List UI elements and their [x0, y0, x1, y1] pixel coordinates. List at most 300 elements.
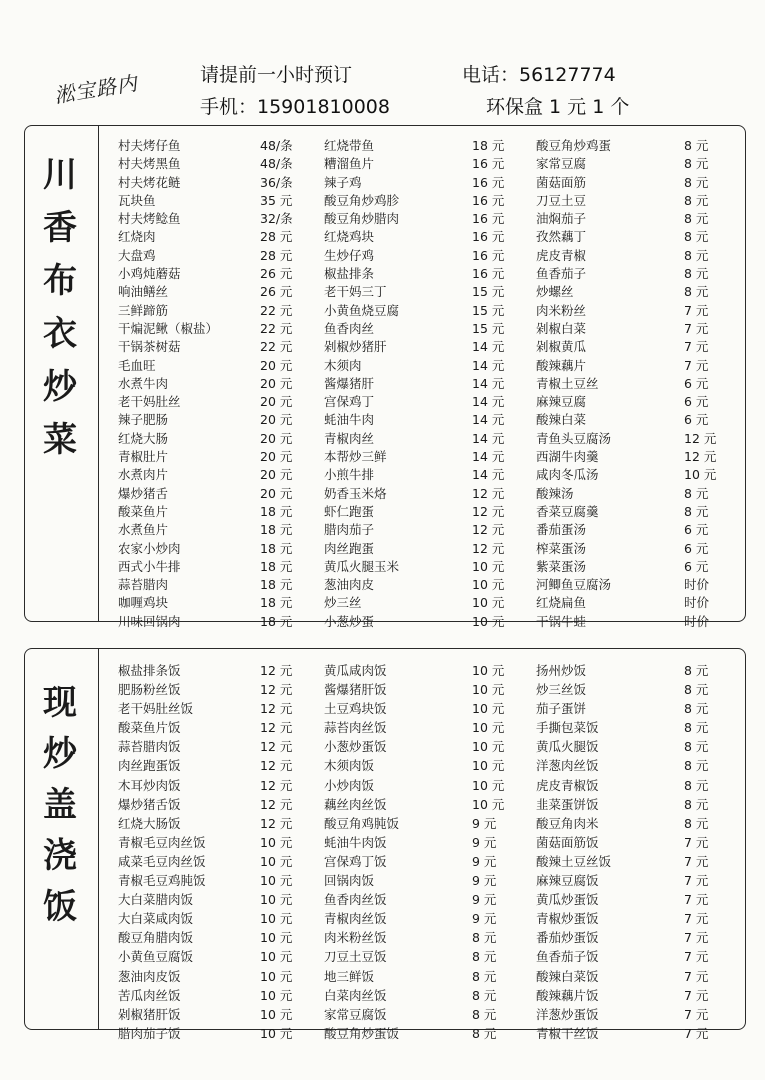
dish-price: 20 元: [260, 375, 293, 391]
dish-price: 16 元: [472, 211, 505, 227]
dish-name: 酸辣汤: [536, 485, 574, 501]
dish-price: 8 元: [472, 930, 497, 946]
dish-name: 洋葱肉丝饭: [536, 758, 599, 774]
dish-name: 鱼香肉丝饭: [324, 892, 387, 908]
dish-price: 10 元: [472, 613, 505, 629]
dish-name: 鱼香肉丝: [324, 320, 375, 336]
dish-price: 18 元: [260, 540, 293, 556]
dish-name: 剁椒白菜: [536, 320, 587, 336]
dish-name: 酱爆猪肝饭: [324, 682, 387, 698]
dish-name: 水煮肉片: [118, 467, 169, 483]
dish-name: 榨菜蛋汤: [536, 540, 587, 556]
dish-price: 9 元: [472, 911, 497, 927]
dish-price: 16 元: [472, 247, 505, 263]
dish-price: 12 元: [684, 449, 717, 465]
dish-price: 18 元: [260, 522, 293, 538]
dish-price: 10 元: [472, 796, 505, 812]
dish-price: 8 元: [684, 266, 709, 282]
title-char: 饭: [43, 887, 77, 927]
dish-price: 14 元: [472, 412, 505, 428]
dish-name: 地三鲜饭: [324, 968, 375, 984]
dish-name: 黄瓜炒蛋饭: [536, 892, 599, 908]
title-char: 菜: [43, 420, 77, 460]
dish-name: 肉丝跑蛋: [324, 540, 375, 556]
dish-name: 干煸泥鳅（椒盐）: [118, 320, 219, 336]
dish-price: 10 元: [260, 911, 293, 927]
dish-name: 肉丝跑蛋饭: [118, 758, 181, 774]
dish-name: 西湖牛肉羹: [536, 449, 599, 465]
dish-name: 回锅肉饭: [324, 873, 375, 889]
dish-price: 20 元: [260, 430, 293, 446]
dish-name: 青鱼头豆腐汤: [536, 430, 612, 446]
dish-name: 老干妈肚丝: [118, 394, 181, 410]
dish-name: 宫保鸡丁饭: [324, 853, 387, 869]
dish-name: 刀豆土豆: [536, 192, 587, 208]
dish-name: 爆炒猪舌饭: [118, 796, 181, 812]
dish-price: 12 元: [260, 701, 293, 717]
dish-name: 瓦块鱼: [118, 192, 156, 208]
dish-price: 18 元: [472, 138, 505, 153]
dish-name: 黄瓜火腿玉米: [324, 558, 400, 574]
dish-price: 20 元: [260, 467, 293, 483]
title-char: 炒: [43, 367, 77, 407]
dish-price: 8 元: [472, 968, 497, 984]
dish-name: 油焖茄子: [536, 211, 587, 227]
dish-name: 西式小牛排: [118, 558, 181, 574]
dish-price: 8 元: [684, 796, 709, 812]
dish-price: 20 元: [260, 357, 293, 373]
dish-price: 10 元: [260, 968, 293, 984]
dish-name: 蒜苔腊肉: [118, 577, 169, 593]
dish-name: 酸豆角肉米: [536, 815, 599, 831]
dish-price: 36/条: [260, 174, 293, 190]
dish-name: 剁椒炒猪肝: [324, 339, 387, 355]
dish-name: 红烧肉: [118, 229, 156, 245]
dish-name: 香菜豆腐羹: [536, 503, 599, 519]
title-char: 现: [43, 683, 77, 723]
dish-price: 7 元: [684, 911, 709, 927]
dish-name: 村夫烤黑鱼: [118, 156, 181, 172]
dish-name: 小葱炒蛋饭: [324, 739, 387, 755]
dish-price: 7 元: [684, 320, 709, 336]
dish-price: 6 元: [684, 522, 709, 538]
dish-price: 10 元: [472, 558, 505, 574]
title-char: 浇: [43, 836, 77, 876]
dish-name: 蒜苔腊肉饭: [118, 739, 181, 755]
dish-price: 6 元: [684, 558, 709, 574]
dish-name: 大盘鸡: [118, 247, 156, 263]
dish-price: 9 元: [472, 892, 497, 908]
dish-price: 8 元: [684, 663, 709, 678]
dish-name: 川味回锅肉: [118, 613, 181, 629]
dish-name: 酸菜鱼片: [118, 503, 169, 519]
dish-price: 8 元: [684, 229, 709, 245]
dish-name: 村夫烤鲶鱼: [118, 211, 181, 227]
dish-name: 村夫烤花鲢: [118, 174, 181, 190]
dish-name: 老干妈肚丝饭: [118, 701, 194, 717]
dish-price: 15 元: [472, 320, 505, 336]
dish-price: 10 元: [472, 577, 505, 593]
dish-name: 肉米粉丝: [536, 302, 587, 318]
dish-price: 12 元: [260, 777, 293, 793]
dish-name: 青椒土豆丝: [536, 375, 599, 391]
dish-name: 土豆鸡块饭: [324, 701, 387, 717]
dish-name: 剁椒猪肝饭: [118, 1006, 181, 1022]
dish-name: 菌菇面筋: [536, 174, 587, 190]
dish-name: 葱油肉皮饭: [118, 968, 181, 984]
dish-price: 8 元: [472, 1006, 497, 1022]
section-title-rice-bowls: [30, 683, 90, 927]
dish-price: 12 元: [260, 739, 293, 755]
dish-name: 青椒毛豆鸡肫饭: [118, 873, 206, 889]
dish-name: 虎皮青椒饭: [536, 777, 599, 793]
dish-name: 家常豆腐饭: [324, 1006, 387, 1022]
dish-name: 炒螺丝: [536, 284, 574, 300]
dish-name: 爆炒猪舌: [118, 485, 169, 501]
dish-price: 7 元: [684, 1006, 709, 1022]
dish-price: 32/条: [260, 211, 293, 227]
dish-price: 时价: [684, 613, 710, 629]
dish-price: 6 元: [684, 375, 709, 391]
box-fee-note: 环保盒 1 元 1 个: [486, 96, 630, 118]
dish-price: 12 元: [260, 720, 293, 736]
dish-name: 红烧鸡块: [324, 229, 375, 245]
dish-name: 虎皮青椒: [536, 247, 587, 263]
dish-price: 18 元: [260, 558, 293, 574]
dish-price: 18 元: [260, 577, 293, 593]
dish-name: 腊肉茄子: [324, 522, 375, 538]
dish-price: 8 元: [684, 503, 709, 519]
dish-name: 酸豆角炒蛋饭: [324, 1025, 400, 1041]
dish-price: 12 元: [472, 522, 505, 538]
dish-price: 15 元: [472, 302, 505, 318]
dish-price: 8 元: [684, 174, 709, 190]
title-char: 盖: [43, 785, 77, 825]
dish-name: 村夫烤仔鱼: [118, 138, 181, 153]
dish-name: 酸辣白菜: [536, 412, 587, 428]
dish-name: 黄瓜火腿饭: [536, 739, 599, 755]
dish-price: 9 元: [472, 873, 497, 889]
dish-price: 14 元: [472, 357, 505, 373]
dish-name: 毛血旺: [118, 357, 156, 373]
dish-name: 辣子肥肠: [118, 412, 169, 428]
dish-price: 7 元: [684, 949, 709, 965]
dish-name: 白菜肉丝饭: [324, 987, 387, 1003]
dish-price: 8 元: [684, 682, 709, 698]
dish-name: 家常豆腐: [536, 156, 587, 172]
dish-name: 生炒仔鸡: [324, 247, 375, 263]
dish-price: 12 元: [472, 485, 505, 501]
dish-name: 青椒炒蛋饭: [536, 911, 599, 927]
dish-price: 10 元: [260, 873, 293, 889]
dish-name: 小黄鱼豆腐饭: [118, 949, 194, 965]
dish-name: 番茄蛋汤: [536, 522, 587, 538]
dish-price: 14 元: [472, 467, 505, 483]
dish-name: 三鲜蹄筋: [118, 302, 169, 318]
dish-price: 7 元: [684, 873, 709, 889]
panel-divider: [98, 648, 99, 1030]
dish-price: 8 元: [684, 284, 709, 300]
dish-name: 酸菜鱼片饭: [118, 720, 181, 736]
dish-name: 茄子蛋饼: [536, 701, 587, 717]
dish-price: 48/条: [260, 138, 293, 153]
dish-price: 10 元: [260, 834, 293, 850]
dish-name: 炒三丝: [324, 595, 362, 611]
dish-name: 农家小炒肉: [118, 540, 181, 556]
dish-price: 20 元: [260, 485, 293, 501]
dish-price: 10 元: [472, 720, 505, 736]
dish-price: 20 元: [260, 394, 293, 410]
dish-name: 酸豆角腊肉饭: [118, 930, 194, 946]
dish-price: 时价: [684, 577, 710, 593]
dish-price: 28 元: [260, 247, 293, 263]
dish-price: 8 元: [684, 138, 709, 153]
dish-name: 干锅茶树菇: [118, 339, 181, 355]
dish-name: 酸辣藕片: [536, 357, 587, 373]
dish-name: 葱油肉皮: [324, 577, 375, 593]
dish-price: 10 元: [260, 853, 293, 869]
dish-name: 麻辣豆腐饭: [536, 873, 599, 889]
dish-name: 洋葱炒蛋饭: [536, 1006, 599, 1022]
dish-name: 手撕包菜饭: [536, 720, 599, 736]
dish-price: 22 元: [260, 302, 293, 318]
dish-price: 7 元: [684, 339, 709, 355]
dish-name: 咸肉冬瓜汤: [536, 467, 599, 483]
dish-price: 8 元: [472, 1025, 497, 1041]
dish-name: 小煎牛排: [324, 467, 375, 483]
dish-price: 14 元: [472, 339, 505, 355]
dish-name: 酸豆角炒鸡蛋: [536, 138, 612, 153]
dish-price: 16 元: [472, 266, 505, 282]
dish-name: 大白菜咸肉饭: [118, 911, 194, 927]
dish-name: 蚝油牛肉: [324, 412, 375, 428]
dish-price: 7 元: [684, 357, 709, 373]
dish-name: 鱼香茄子饭: [536, 949, 599, 965]
dish-name: 红烧大肠饭: [118, 815, 181, 831]
dish-price: 10 元: [472, 682, 505, 698]
dish-name: 水煮牛肉: [118, 375, 169, 391]
dish-name: 剁椒黄瓜: [536, 339, 587, 355]
dish-price: 8 元: [472, 949, 497, 965]
dish-price: 8 元: [684, 211, 709, 227]
dish-price: 12 元: [260, 758, 293, 774]
dish-name: 椒盐排条饭: [118, 663, 181, 678]
dish-price: 10 元: [260, 930, 293, 946]
dish-price: 12 元: [260, 682, 293, 698]
panel-divider: [98, 125, 99, 622]
dish-price: 7 元: [684, 1025, 709, 1041]
dish-name: 麻辣豆腐: [536, 394, 587, 410]
title-char: 衣: [43, 314, 77, 354]
dish-price: 7 元: [684, 987, 709, 1003]
dish-price: 7 元: [684, 930, 709, 946]
section-title-stir-fry: [30, 155, 90, 460]
dish-name: 咖喱鸡块: [118, 595, 169, 611]
dish-price: 14 元: [472, 394, 505, 410]
dish-price: 8 元: [684, 777, 709, 793]
dish-name: 蒜苔肉丝饭: [324, 720, 387, 736]
dish-price: 7 元: [684, 302, 709, 318]
dish-price: 10 元: [472, 663, 505, 678]
title-char: 炒: [43, 734, 77, 774]
dish-name: 苦瓜肉丝饭: [118, 987, 181, 1003]
dish-name: 紫菜蛋汤: [536, 558, 587, 574]
dish-name: 鱼香茄子: [536, 266, 587, 282]
dish-name: 孜然藕丁: [536, 229, 587, 245]
dish-name: 酸豆角鸡肫饭: [324, 815, 400, 831]
dish-price: 12 元: [472, 540, 505, 556]
dish-name: 椒盐排条: [324, 266, 375, 282]
dish-price: 8 元: [684, 739, 709, 755]
dish-name: 小鸡炖蘑菇: [118, 266, 181, 282]
dish-price: 8 元: [684, 758, 709, 774]
dish-price: 7 元: [684, 853, 709, 869]
dish-price: 18 元: [260, 503, 293, 519]
dish-name: 韭菜蛋饼饭: [536, 796, 599, 812]
dish-price: 22 元: [260, 339, 293, 355]
dish-price: 18 元: [260, 613, 293, 629]
dish-price: 10 元: [472, 777, 505, 793]
dish-name: 宫保鸡丁: [324, 394, 375, 410]
dish-name: 本帮炒三鲜: [324, 449, 387, 465]
dish-price: 12 元: [684, 430, 717, 446]
dish-price: 10 元: [472, 739, 505, 755]
dish-price: 12 元: [260, 815, 293, 831]
dish-price: 48/条: [260, 156, 293, 172]
dish-price: 10 元: [472, 701, 505, 717]
dish-name: 蚝油牛肉饭: [324, 834, 387, 850]
dish-price: 35 元: [260, 192, 293, 208]
dish-price: 20 元: [260, 412, 293, 428]
dish-price: 9 元: [472, 834, 497, 850]
dish-name: 干锅牛蛙: [536, 613, 587, 629]
dish-name: 响油鳝丝: [118, 284, 169, 300]
dish-price: 7 元: [684, 834, 709, 850]
dish-price: 16 元: [472, 156, 505, 172]
dish-price: 时价: [684, 595, 710, 611]
dish-name: 酱爆猪肝: [324, 375, 375, 391]
dish-price: 8 元: [684, 485, 709, 501]
dish-price: 10 元: [260, 949, 293, 965]
dish-name: 红烧带鱼: [324, 138, 375, 153]
dish-price: 16 元: [472, 229, 505, 245]
dish-name: 糟溜鱼片: [324, 156, 375, 172]
dish-name: 小炒肉饭: [324, 777, 375, 793]
dish-price: 14 元: [472, 449, 505, 465]
dish-price: 12 元: [472, 503, 505, 519]
dish-price: 6 元: [684, 394, 709, 410]
dish-price: 26 元: [260, 266, 293, 282]
dish-name: 虾仁跑蛋: [324, 503, 375, 519]
dish-name: 青椒肉丝饭: [324, 911, 387, 927]
dish-price: 12 元: [260, 796, 293, 812]
dish-price: 7 元: [684, 968, 709, 984]
dish-name: 红烧扁鱼: [536, 595, 587, 611]
dish-price: 10 元: [684, 467, 717, 483]
dish-name: 木须肉: [324, 357, 362, 373]
dish-name: 刀豆土豆饭: [324, 949, 387, 965]
dish-name: 藕丝肉丝饭: [324, 796, 387, 812]
dish-price: 20 元: [260, 449, 293, 465]
dish-name: 酸豆角炒腊肉: [324, 211, 400, 227]
dish-name: 辣子鸡: [324, 174, 362, 190]
dish-name: 青椒干丝饭: [536, 1025, 599, 1041]
dish-name: 扬州炒饭: [536, 663, 587, 678]
dish-name: 腊肉茄子饭: [118, 1025, 181, 1041]
handwritten-address-note: 淞宝路内: [52, 70, 140, 108]
dish-name: 老干妈三丁: [324, 284, 387, 300]
dish-name: 红烧大肠: [118, 430, 169, 446]
dish-price: 10 元: [260, 892, 293, 908]
dish-price: 8 元: [684, 156, 709, 172]
title-char: 川: [43, 155, 77, 195]
dish-price: 8 元: [684, 192, 709, 208]
dish-name: 炒三丝饭: [536, 682, 587, 698]
dish-price: 8 元: [684, 701, 709, 717]
dish-name: 黄瓜咸肉饭: [324, 663, 387, 678]
dish-price: 9 元: [472, 815, 497, 831]
dish-name: 奶香玉米烙: [324, 485, 387, 501]
dish-name: 菌菇面筋饭: [536, 834, 599, 850]
dish-price: 8 元: [684, 247, 709, 263]
dish-name: 青椒肉丝: [324, 430, 375, 446]
dish-price: 8 元: [684, 720, 709, 736]
dish-price: 18 元: [260, 595, 293, 611]
mobile-number: 手机：15901810008: [200, 96, 390, 118]
dish-price: 7 元: [684, 892, 709, 908]
dish-price: 10 元: [472, 595, 505, 611]
dish-name: 肥肠粉丝饭: [118, 682, 181, 698]
dish-name: 木耳炒肉饭: [118, 777, 181, 793]
dish-price: 9 元: [472, 853, 497, 869]
dish-name: 酸辣藕片饭: [536, 987, 599, 1003]
dish-name: 酸豆角炒鸡胗: [324, 192, 400, 208]
dish-price: 12 元: [260, 663, 293, 678]
dish-price: 10 元: [260, 1006, 293, 1022]
dish-name: 小葱炒蛋: [324, 613, 375, 629]
dish-name: 酸辣土豆丝饭: [536, 853, 612, 869]
dish-price: 14 元: [472, 430, 505, 446]
dish-price: 6 元: [684, 412, 709, 428]
dish-name: 河鲫鱼豆腐汤: [536, 577, 612, 593]
title-char: 香: [43, 208, 77, 248]
dish-name: 青椒肚片: [118, 449, 169, 465]
dish-price: 10 元: [260, 1025, 293, 1041]
dish-price: 10 元: [260, 987, 293, 1003]
dish-name: 小黄鱼烧豆腐: [324, 302, 400, 318]
dish-price: 16 元: [472, 174, 505, 190]
dish-name: 水煮鱼片: [118, 522, 169, 538]
dish-price: 10 元: [472, 758, 505, 774]
dish-name: 青椒毛豆肉丝饭: [118, 834, 206, 850]
dish-name: 大白菜腊肉饭: [118, 892, 194, 908]
dish-name: 咸菜毛豆肉丝饭: [118, 853, 206, 869]
dish-price: 16 元: [472, 192, 505, 208]
dish-price: 8 元: [472, 987, 497, 1003]
dish-name: 番茄炒蛋饭: [536, 930, 599, 946]
dish-price: 8 元: [684, 815, 709, 831]
dish-name: 酸辣白菜饭: [536, 968, 599, 984]
title-char: 布: [43, 261, 77, 301]
order-notice: 请提前一小时预订: [200, 64, 353, 86]
dish-price: 14 元: [472, 375, 505, 391]
dish-price: 15 元: [472, 284, 505, 300]
dish-price: 26 元: [260, 284, 293, 300]
dish-price: 6 元: [684, 540, 709, 556]
phone-number: 电话：56127774: [462, 64, 616, 86]
dish-price: 22 元: [260, 320, 293, 336]
dish-name: 木须肉饭: [324, 758, 375, 774]
